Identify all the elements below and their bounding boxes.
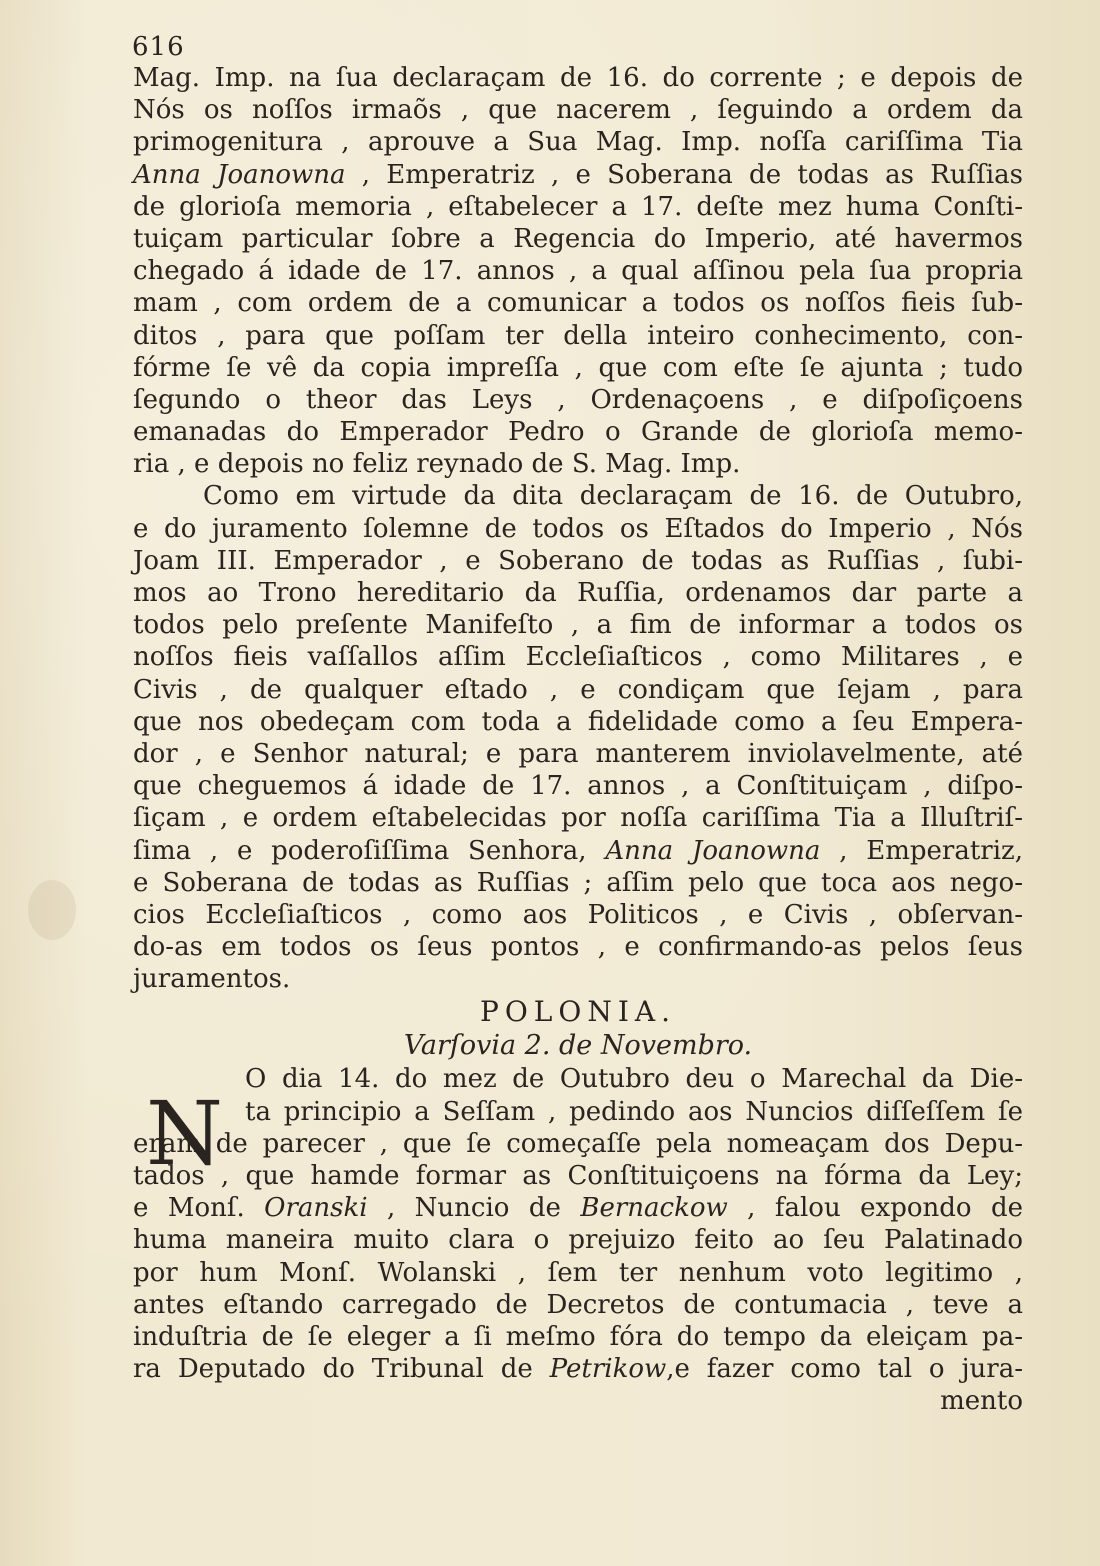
text-run: ,e fazer como tal o jura- <box>666 1354 1024 1385</box>
text-run: , falou expondo de <box>727 1193 1023 1224</box>
text-line: mos ao Trono hereditario da Ruſſia, ordenamos dar parte a <box>133 578 1023 608</box>
text-line: e do juramento ſolemne de todos os Eſtados do Imperio , Nós <box>133 513 1023 544</box>
text-line <box>133 835 1023 867</box>
text-line: tados , que hamde formar as Conſtituiçoens na fórma da Ley; <box>133 1161 1023 1191</box>
text-line: antes eſtando carregado de Decretos de contumacia , teve a <box>133 1289 1023 1320</box>
paragraph-2 <box>133 480 1023 995</box>
text-line: emanadas do Emperador Pedro o Grande de glorioſa memo- <box>133 417 1023 448</box>
text-line: Mag. Imp. na ſua declaraçam de 16. do corrente ; e depois de <box>133 63 1023 93</box>
text-line: e Soberana de todas as Ruſſias ; aſſim pelo que toca aos nego- <box>133 867 1023 898</box>
text-run: , Nuncio de <box>367 1193 581 1224</box>
text-line <box>133 1353 1023 1385</box>
text-line: que cheguemos á idade de 17. annos , a Conſtituiçam , diſpo- <box>133 771 1023 802</box>
text-line: chegado á idade de 17. annos , a qual aſſinou pela ſua propria <box>133 256 1023 287</box>
text-line: Civis , de qualquer eſtado , e condiçam que ſejam , para <box>133 674 1023 705</box>
paragraph-1 <box>133 62 1023 480</box>
catchword: mento <box>940 1386 1023 1417</box>
text-line: juramentos. <box>133 964 291 995</box>
text-line: ſegundo o theor das Leys , Ordenaçoens , e diſpoſiçoens <box>133 384 1023 415</box>
text-line: noſſos fieis vaſſallos aſſim Eccleſiaſticos , como Militares , e <box>133 642 1023 673</box>
text-line: ta principio a Seſſam , pedindo aos Nuncios diſſeſſem ſe <box>245 1096 1023 1127</box>
text-run: ſima , e poderoſiſſima Senhora, <box>133 835 606 866</box>
paragraph-3 <box>133 1063 1023 1417</box>
text-line: Como em virtude da dita declaraçam de 16. de Outubro, <box>203 481 1023 512</box>
text-line: de glorioſa memoria , eſtabelecer a 17. deſte mez huma Conſti- <box>133 191 1023 222</box>
text-run: , Emperatriz, <box>820 835 1023 866</box>
text-line: tuiçam particular ſobre a Regencia do Imperio, até havermos <box>133 223 1023 254</box>
text-run: e Monſ. <box>133 1193 265 1224</box>
page-number: 616 <box>132 32 185 62</box>
text-line: cios Eccleſiaſticos , como aos Politicos , e Civis , obſervan- <box>133 899 1023 930</box>
text-line: ſiçam , e ordem eſtabelecidas por noſſa cariſſima Tia a Illuſtriſ- <box>133 803 1023 834</box>
text-line: por hum Monſ. Wolanski , ſem ter nenhum voto legitimo , <box>133 1257 1023 1288</box>
text-line: Joam III. Emperador , e Soberano de todas as Ruſſias , ſubi- <box>133 545 1023 576</box>
text-line: primogenitura , aprouve a Sua Mag. Imp. noſſa cariſſima Tia <box>133 127 1023 158</box>
italic-name: Anna Joanowna <box>605 835 821 866</box>
text-line: mam , com ordem de a comunicar a todos os noſſos fieis ſub- <box>133 288 1023 319</box>
text-line: todos pelo preſente Manifeſto , a fim de informar a todos os <box>133 610 1023 641</box>
text-line: fórme ſe vê da copia impreſſa , que com eſte ſe ajunta ; tudo <box>133 352 1023 383</box>
drop-cap: N <box>146 1082 223 1185</box>
text-line: do-as em todos os ſeus pontos , e confirmando-as pelos ſeus <box>133 932 1023 963</box>
italic-name: Anna Joanowna <box>133 159 346 190</box>
section-heading: POLONIA. <box>479 995 677 1029</box>
text-line: Nós os noſſos irmaõs , que nacerem , ſeguindo a ordem da <box>133 95 1023 126</box>
text-run: , Emperatriz , e Soberana de todas as Ruſſias <box>345 159 1023 190</box>
text-line: dor , e Senhor natural; e para manterem inviolavelmente, até <box>133 738 1023 769</box>
body-text <box>133 62 1023 1418</box>
paper-stain <box>28 880 76 940</box>
text-line: eram de parecer , que ſe começaſſe pela nomeaçam dos Depu- <box>133 1128 1023 1159</box>
text-line: ria , e depois no feliz reynado de S. Mag. Imp. <box>133 449 741 480</box>
italic-place: Petrikow <box>549 1354 667 1385</box>
text-line: induſtria de ſe eleger a ſi meſmo fóra do tempo da eleiçam pa- <box>133 1321 1023 1352</box>
text-line: que nos obedeçam com toda a fidelidade como a ſeu Empera- <box>133 706 1023 737</box>
text-line: huma maneira muito clara o prejuizo feito ao ſeu Palatinado <box>133 1225 1023 1256</box>
text-line: O dia 14. do mez de Outubro deu o Marechal da Die- <box>245 1064 1023 1095</box>
text-run: ra Deputado do Tribunal de <box>133 1354 550 1385</box>
text-line <box>133 159 1023 191</box>
text-line: ditos , para que poſſam ter della inteiro conhecimento, con- <box>133 320 1023 351</box>
dateline: Varſovia 2. de Novembro. <box>403 1030 753 1062</box>
text-line <box>133 1192 1023 1224</box>
italic-place: Bernackow <box>580 1193 728 1224</box>
italic-name: Oranski <box>264 1193 368 1224</box>
